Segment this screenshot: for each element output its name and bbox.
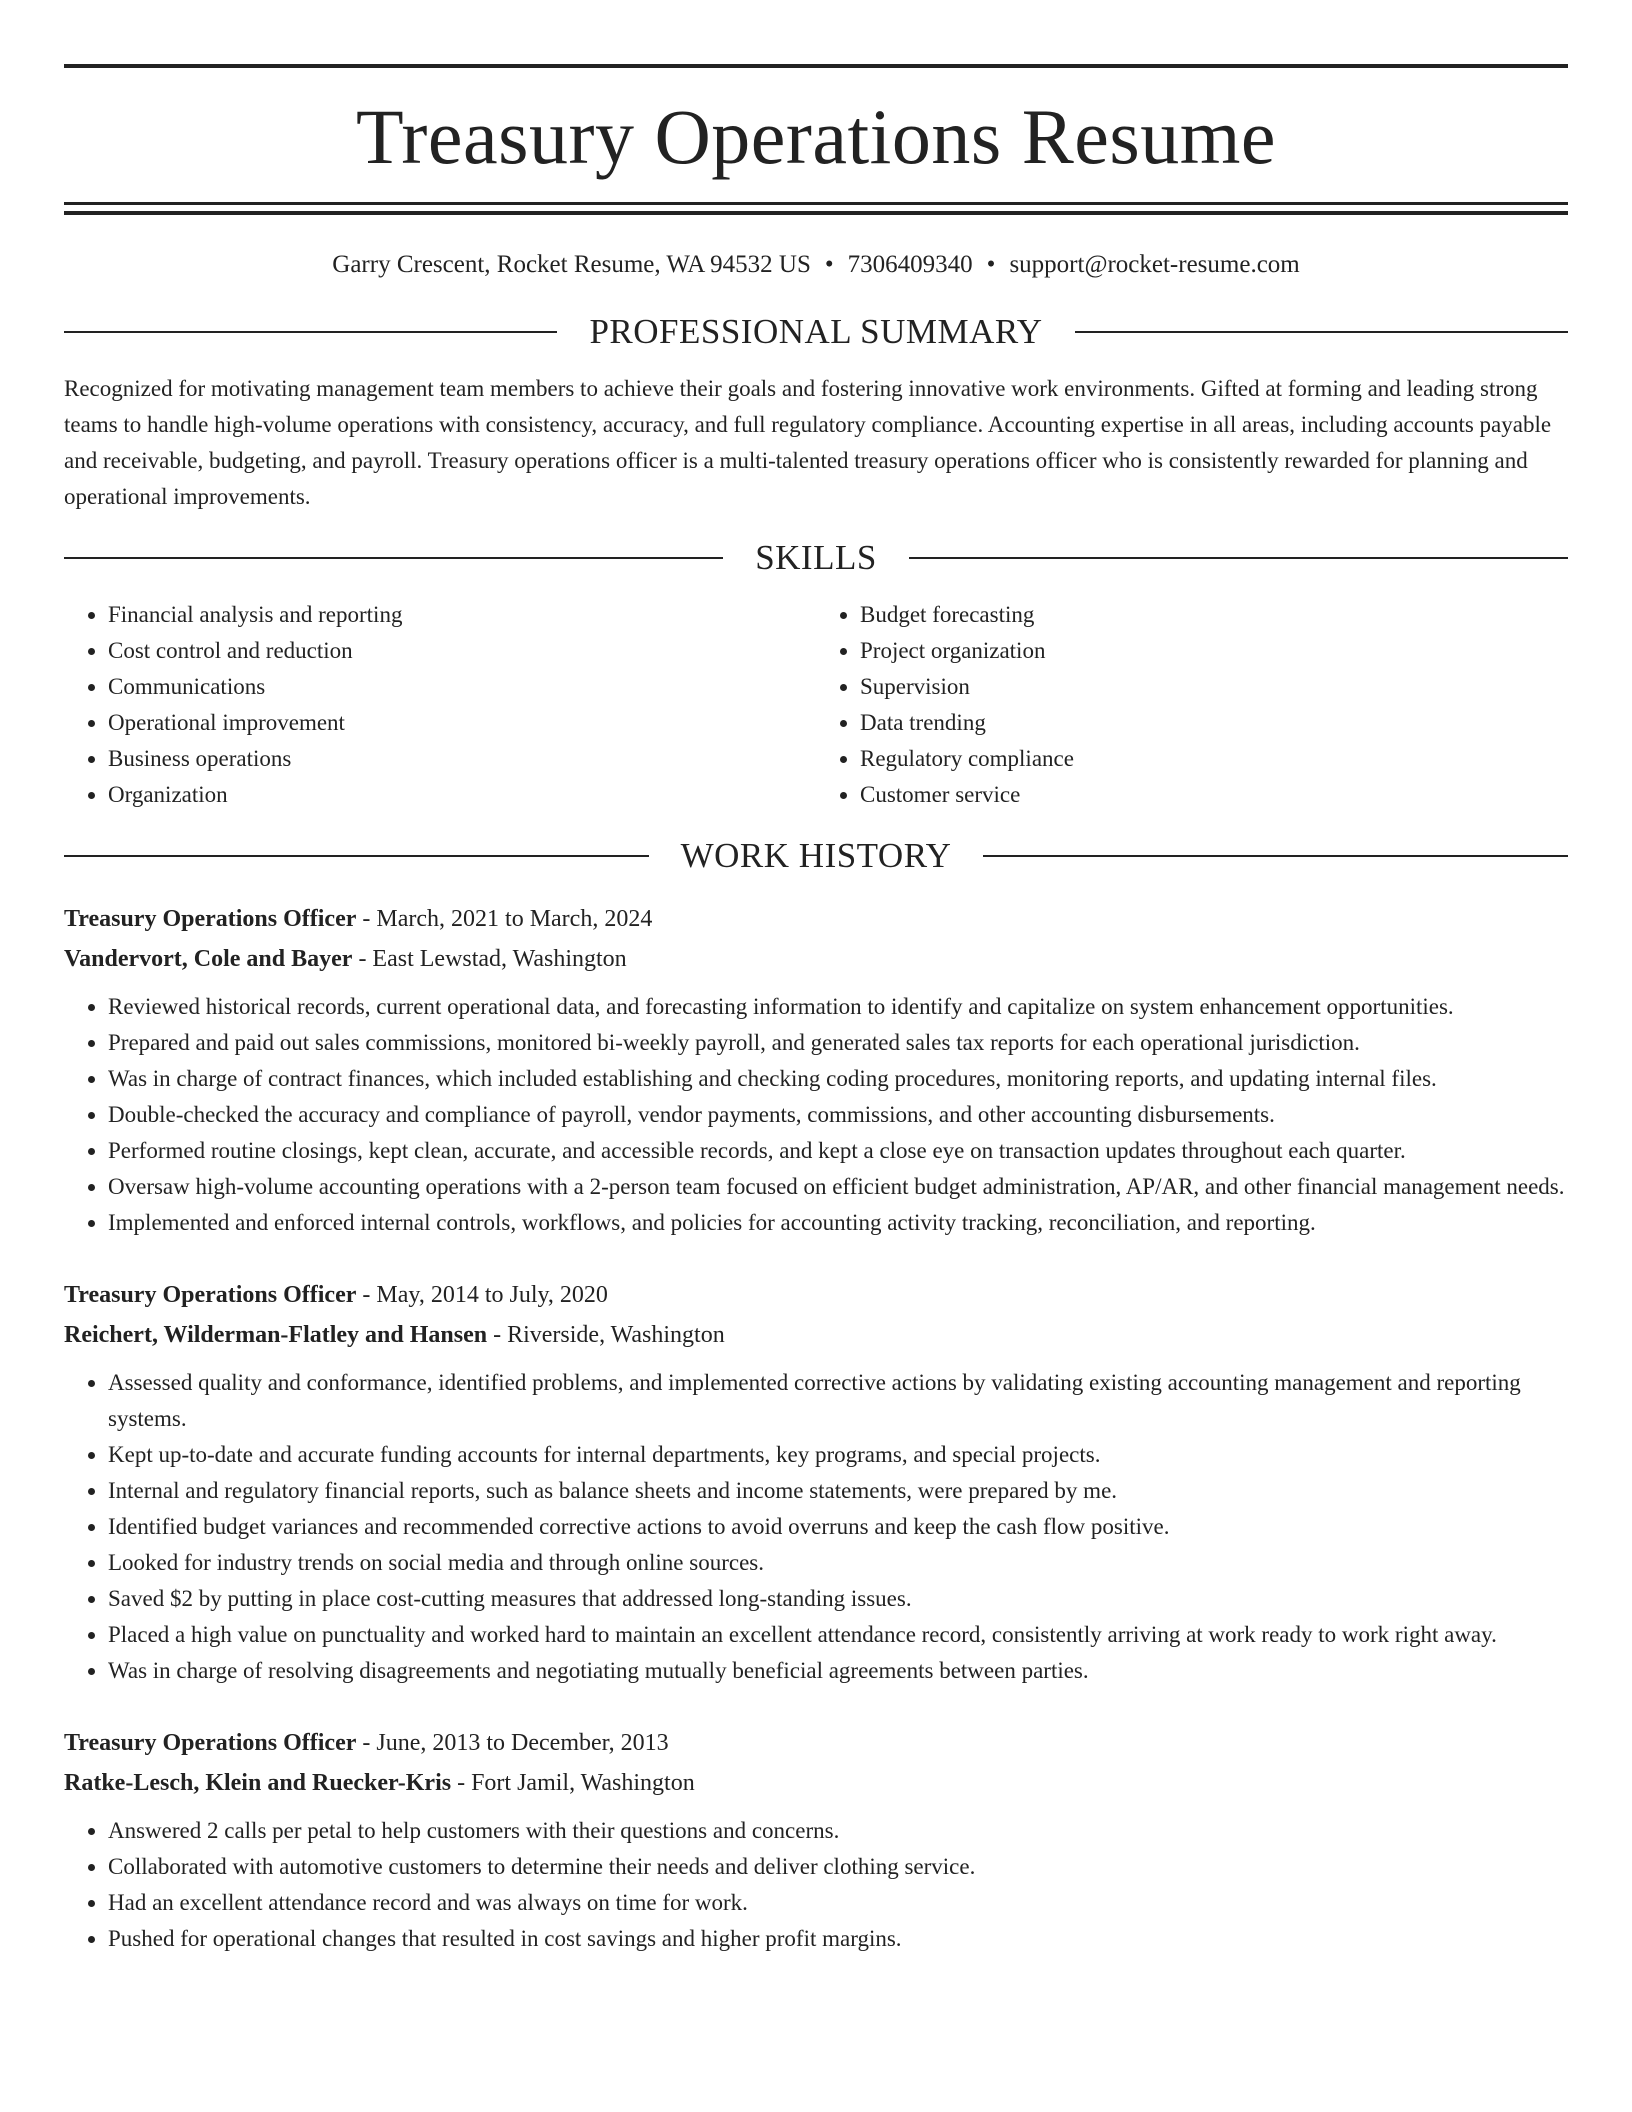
skill-item: • Project organization (860, 633, 1568, 669)
job-bullet: • Prepared and paid out sales commissions, monitored bi-weekly payroll, and generated sales tax reports for each operational jurisdiction. (108, 1025, 1568, 1061)
skill-item: • Business operations (108, 741, 816, 777)
job-dates: - May, 2014 to July, 2020 (356, 1282, 608, 1309)
job-bullet: • Had an excellent attendance record and was always on time for work. (108, 1885, 1568, 1921)
contact-email: support@rocket-resume.com (1009, 250, 1300, 278)
job-bullet: • Implemented and enforced internal controls, workflows, and policies for accounting activity tracking, reconciliation, and reporting. (108, 1205, 1568, 1241)
skill-item: • Organization (108, 777, 816, 813)
skill-item: • Customer service (860, 777, 1568, 813)
job-bullet: • Double-checked the accuracy and compliance of payroll, vendor payments, commissions, and other accounting disbursements. (108, 1097, 1568, 1133)
summary-text: Recognized for motivating management team members to achieve their goals and fostering innovative work environments. Gifted at forming and leading strong teams to handle high-volume operations with consistency, accuracy, and full regulatory compliance. Accounting expertise in all areas, including accounts payable and receivable, budgeting, and payroll. Treasury operations officer is a multi-talented treasury operations officer who is consistently rewarded for planning and operational improvements. (64, 376, 1552, 510)
job-company-line (64, 1315, 1568, 1355)
job-bullet: • Collaborated with automotive customers to determine their needs and deliver clothing service. (108, 1849, 1568, 1885)
top-rule (64, 64, 1568, 68)
job-title: Treasury Operations Officer (64, 1282, 357, 1309)
title-double-rule (64, 202, 1568, 215)
work-heading-label: WORK HISTORY (680, 836, 952, 876)
job-bullet: • Internal and regulatory financial reports, such as balance sheets and income statements, were prepared by me. (108, 1473, 1568, 1509)
summary-heading-label: PROFESSIONAL SUMMARY (589, 312, 1043, 352)
job-company-line (64, 939, 1568, 979)
job-location: - Riverside, Washington (487, 1322, 725, 1349)
contact-address: Garry Crescent, Rocket Resume, WA 94532 US (332, 250, 811, 278)
job-title-line (64, 1275, 1568, 1315)
heading-rule (64, 557, 723, 559)
skill-item: • Budget forecasting (860, 597, 1568, 633)
job-title: Treasury Operations Officer (64, 906, 357, 933)
skill-item: • Cost control and reduction (108, 633, 816, 669)
skill-item: • Regulatory compliance (860, 741, 1568, 777)
job-entry (64, 1275, 1568, 1689)
document-title: Treasury Operations Resume (356, 93, 1276, 180)
job-bullet: • Placed a high value on punctuality and worked hard to maintain an excellent attendance record, consistently arriving at work ready to work right away. (108, 1617, 1568, 1653)
job-bullet: • Reviewed historical records, current operational data, and forecasting information to identify and capitalize on system enhancement opportunities. (108, 989, 1568, 1025)
job-bullet: • Oversaw high-volume accounting operations with a 2-person team focused on efficient budget administration, AP/AR, and other financial management needs. (108, 1169, 1568, 1205)
skills-heading (64, 537, 1568, 579)
heading-rule (983, 855, 1568, 857)
summary-heading (64, 311, 1568, 353)
job-bullet: • Performed routine closings, kept clean, accurate, and accessible records, and kept a close eye on transaction updates throughout each quarter. (108, 1133, 1568, 1169)
skill-item: • Supervision (860, 669, 1568, 705)
job-company-line (64, 1763, 1568, 1803)
job-entry (64, 1723, 1568, 1957)
job-location: - Fort Jamil, Washington (451, 1770, 695, 1797)
skills-column-left (64, 597, 816, 813)
skills-column-right (816, 597, 1568, 813)
job-dates: - June, 2013 to December, 2013 (356, 1730, 669, 1757)
heading-rule (1075, 331, 1568, 333)
job-company: Reichert, Wilderman-Flatley and Hansen (64, 1322, 488, 1349)
job-bullet: • Pushed for operational changes that resulted in cost savings and higher profit margins. (108, 1921, 1568, 1957)
job-bullet: • Identified budget variances and recommended corrective actions to avoid overruns and keep the cash flow positive. (108, 1509, 1568, 1545)
skill-item: • Communications (108, 669, 816, 705)
job-bullets (64, 989, 1568, 1241)
skill-item: • Data trending (860, 705, 1568, 741)
job-company: Vandervort, Cole and Bayer (64, 946, 353, 973)
work-heading (64, 835, 1568, 877)
heading-rule (909, 557, 1568, 559)
job-dates: - March, 2021 to March, 2024 (356, 906, 653, 933)
contact-separator: • (986, 250, 996, 278)
job-bullet: • Was in charge of contract finances, which included establishing and checking coding procedures, monitoring reports, and updating internal files. (108, 1061, 1568, 1097)
job-title: Treasury Operations Officer (64, 1730, 357, 1757)
skill-item: • Financial analysis and reporting (108, 597, 816, 633)
job-bullet: • Kept up-to-date and accurate funding accounts for internal departments, key programs, and special projects. (108, 1437, 1568, 1473)
job-bullet: • Answered 2 calls per petal to help customers with their questions and concerns. (108, 1813, 1568, 1849)
job-title-line (64, 1723, 1568, 1763)
skills-heading-label: SKILLS (755, 538, 877, 578)
job-bullet: • Assessed quality and conformance, identified problems, and implemented corrective actions by validating existing accounting management and reporting systems. (108, 1365, 1568, 1437)
contact-phone: 7306409340 (847, 250, 973, 278)
contact-line (64, 249, 1568, 282)
heading-rule (64, 331, 557, 333)
job-bullet: • Looked for industry trends on social media and through online sources. (108, 1545, 1568, 1581)
skill-item: • Operational improvement (108, 705, 816, 741)
job-entry (64, 899, 1568, 1241)
job-bullets (64, 1365, 1568, 1689)
heading-rule (64, 855, 649, 857)
skills-list (64, 597, 1568, 813)
job-company: Ratke-Lesch, Klein and Ruecker-Kris (64, 1770, 452, 1797)
job-bullet: • Saved $2 by putting in place cost-cutting measures that addressed long-standing issues. (108, 1581, 1568, 1617)
job-bullet: • Was in charge of resolving disagreements and negotiating mutually beneficial agreements between parties. (108, 1653, 1568, 1689)
job-title-line (64, 899, 1568, 939)
contact-separator: • (824, 250, 834, 278)
job-bullets (64, 1813, 1568, 1957)
job-location: - East Lewstad, Washington (352, 946, 627, 973)
